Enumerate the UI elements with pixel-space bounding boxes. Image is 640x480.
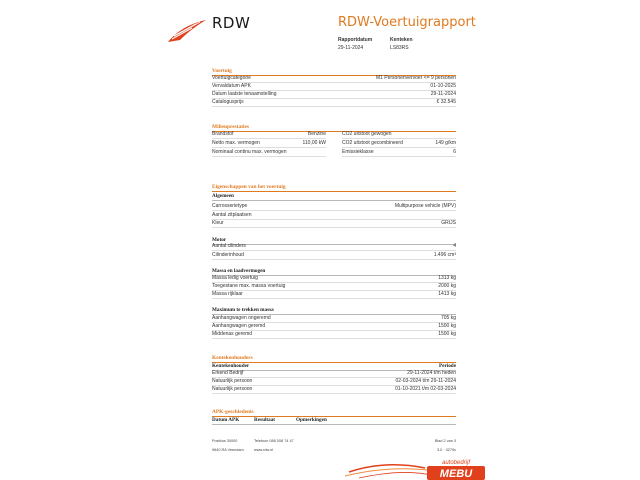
table-cell-pair xyxy=(212,140,326,148)
row-value: 6 xyxy=(453,149,456,155)
row-value: 2000 kg xyxy=(438,283,456,289)
footer-website[interactable]: www.rdw.nl xyxy=(254,448,273,452)
footer-phone: Telefoon 088 008 74 47 xyxy=(254,439,294,443)
row-label: Erkend Bedrijf xyxy=(212,370,244,376)
row-value: 1500 kg xyxy=(438,323,456,329)
row-label: Brandstof xyxy=(212,131,234,137)
row-label: Voertuigcategorie xyxy=(212,75,251,81)
row-value: 01-10-2025 xyxy=(430,83,456,89)
row-label: Aantal cilinders xyxy=(212,243,246,249)
row-label: Catalogusprijs xyxy=(212,99,244,105)
table-row xyxy=(212,378,456,386)
row-label: Massa rijklaar xyxy=(212,291,243,297)
report-title: RDW-Voertuigrapport xyxy=(338,15,476,30)
table-row xyxy=(212,331,456,339)
row-label: Emissieklasse xyxy=(342,149,374,155)
row-label: Aantal zitplaatsen xyxy=(212,211,252,218)
subsection-title-trekken: Maximum te trekken massa xyxy=(212,307,274,313)
table-cell-pair xyxy=(212,131,326,139)
row-label: Carrosserietype xyxy=(212,203,248,209)
row-value: M1 Personenvervoer <= 9 personen xyxy=(375,75,456,81)
row-label: Kleur xyxy=(212,220,224,226)
footer-version: 3.0 · 3279x xyxy=(437,448,456,452)
table-row xyxy=(212,243,456,251)
table-row xyxy=(212,83,456,91)
table-row xyxy=(212,323,456,331)
row-label: Middenas geremd xyxy=(212,331,253,337)
section-title-apk: APK-geschiedenis xyxy=(212,409,254,415)
dealer-line2: MEBU xyxy=(439,468,473,480)
table-row xyxy=(212,99,456,107)
logo-text: RDW xyxy=(212,14,251,32)
col-header-holder: Kentekenhouder xyxy=(212,363,250,369)
row-value: 705 kg xyxy=(440,315,456,321)
row-label: Aanhangwagen ongeremd xyxy=(212,315,271,321)
col-header-result: Resultaat xyxy=(254,417,276,423)
row-value: 4 xyxy=(453,243,456,249)
row-value: 01-10-2021 t/m 02-03-2024 xyxy=(395,386,456,392)
row-value: 149 g/km xyxy=(435,140,456,146)
row-value: 1313 kg xyxy=(438,275,456,281)
col-header-date: Datum APK xyxy=(212,417,240,423)
report-date-label: Rapportdatum xyxy=(338,37,373,43)
report-date-value: 29-11-2024 xyxy=(338,45,364,51)
row-value: 1.496 cm³ xyxy=(433,251,456,258)
col-header-remarks: Opmerkingen xyxy=(296,417,327,423)
plate-value: LS83RS xyxy=(390,45,409,51)
row-label: Netto max. vermogen xyxy=(212,140,260,146)
table-cell-pair xyxy=(212,149,326,157)
subsection-title-massa: Massa en laadvermogen xyxy=(212,268,266,274)
subsection-title-algemeen: Algemeen xyxy=(212,193,234,199)
row-value: 110,00 kW xyxy=(302,140,326,146)
section-divider xyxy=(212,191,456,192)
apk-header-row xyxy=(212,417,456,425)
row-label: Natuurlijk persoon xyxy=(212,378,253,384)
table-row xyxy=(212,140,456,148)
section-title-houders: Kentekenhouders xyxy=(212,355,253,361)
row-value: € 32.545 xyxy=(436,99,456,105)
rdw-wing-icon xyxy=(166,18,208,44)
plate-label: Kenteken xyxy=(390,37,413,43)
row-value: 02-03-2024 t/m 29-11-2024 xyxy=(395,378,456,384)
row-value: Benzine xyxy=(307,131,326,137)
dealer-logo xyxy=(345,454,491,480)
section-title-eigenschappen: Eigenschappen van het voertuig xyxy=(212,184,286,190)
row-label: Nominaal continu max. vermogen xyxy=(212,149,287,155)
table-row xyxy=(212,91,456,99)
row-label: Toegestane max. massa voertuig xyxy=(212,283,286,289)
subsection-divider xyxy=(212,200,456,201)
plate-block xyxy=(390,37,413,51)
table-row xyxy=(212,149,456,157)
row-value: 1500 kg xyxy=(438,331,456,337)
table-row xyxy=(212,315,456,323)
row-label: Natuurlijk persoon xyxy=(212,386,253,392)
row-value: 29-11-2024 t/m heden xyxy=(407,370,456,376)
footer-page-number: Blad 2 van 3 xyxy=(434,439,456,443)
row-value: 1413 kg xyxy=(438,291,456,297)
row-label: Massa ledig voertuig xyxy=(212,275,258,281)
row-label: Aanhangwagen geremd xyxy=(212,323,266,329)
row-label: Vervaldatum APK xyxy=(212,83,251,89)
row-label: CO2 uitstoot gewogen xyxy=(342,131,392,137)
table-row xyxy=(212,252,456,260)
table-row xyxy=(212,370,456,378)
table-row xyxy=(212,75,456,83)
table-row xyxy=(212,203,456,211)
table-row xyxy=(212,283,456,291)
footer-address: 9640 RA Veendam xyxy=(212,448,244,452)
footer-postbus: Postbus 30000 xyxy=(212,439,238,443)
row-value: Multipurpose vehicle (MPV) xyxy=(394,203,456,209)
row-label: Cilinderinhoud xyxy=(212,251,244,258)
row-value: GRIJS xyxy=(441,220,456,226)
col-header-period: Periode xyxy=(439,363,456,369)
row-label: CO2 uitstoot gecombineerd xyxy=(342,140,403,146)
table-row xyxy=(212,212,456,220)
table-row xyxy=(212,220,456,228)
table-cell-pair xyxy=(342,140,456,148)
row-value: 29-11-2024 xyxy=(430,91,456,97)
table-cell-pair xyxy=(342,149,456,157)
table-row xyxy=(212,291,456,299)
table-row xyxy=(212,275,456,283)
table-cell-pair xyxy=(342,131,456,139)
section-title-milieu: Milieuprestaties xyxy=(212,124,250,130)
subsection-title-motor: Motor xyxy=(212,237,227,243)
report-date-block xyxy=(338,37,372,51)
row-label: Datum laatste tenaamstelling xyxy=(212,91,277,97)
table-row xyxy=(212,386,456,394)
table-row xyxy=(212,131,456,139)
dealer-line1: autobedrijf xyxy=(441,460,471,466)
section-title-voertuig: Voertuig xyxy=(212,68,232,74)
